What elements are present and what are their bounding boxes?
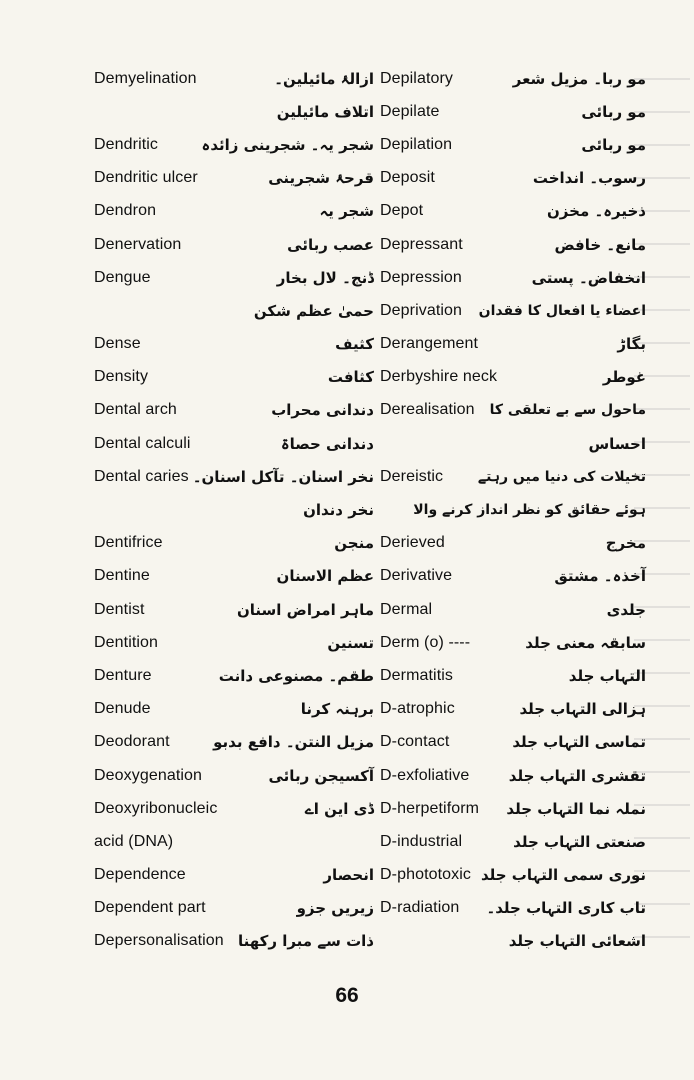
english-term: D-atrophic [380, 700, 455, 718]
urdu-translation: ذخیرہ۔ مخزن [547, 202, 646, 221]
english-term: Depersonalisation [94, 932, 224, 950]
urdu-translation: مو ربائی [581, 135, 646, 154]
english-term: Dereistic [380, 467, 444, 485]
english-term: Dependent part [94, 899, 206, 917]
list-item [94, 460, 374, 493]
english-term: Dependence [94, 866, 186, 884]
english-term: Dental arch [94, 401, 177, 419]
list-item [380, 593, 656, 626]
list-item [94, 195, 374, 228]
urdu-translation: آکسیجن ربائی [268, 766, 374, 785]
list-item [380, 825, 656, 858]
urdu-translation: ہزالی التہاب جلد [519, 700, 646, 719]
urdu-translation: انخفاض۔ پستی [531, 268, 646, 287]
urdu-translation: جلدی [606, 600, 646, 619]
urdu-translation: تسنین [327, 633, 374, 652]
urdu-translation: اتلاف مائیلین [276, 102, 374, 121]
english-term: Depilate [380, 102, 440, 120]
urdu-translation: غوطر [602, 368, 646, 387]
english-term: Derieved [380, 534, 445, 552]
list-item [380, 693, 656, 726]
english-term: Derangement [380, 335, 479, 353]
english-term: Depilatory [380, 69, 454, 87]
list-item [94, 527, 374, 560]
urdu-translation: برہنہ کرنا [300, 700, 374, 719]
english-term: Density [94, 368, 149, 386]
english-term: Dermal [380, 600, 433, 618]
english-term: Denude [94, 700, 151, 718]
urdu-translation: تاب کاری التہاب جلد۔ [486, 899, 646, 918]
english-term: Derbyshire neck [380, 368, 498, 386]
list-item [380, 394, 656, 427]
list-item [94, 361, 374, 394]
english-term: Dendritic ulcer [94, 169, 198, 187]
list-item [94, 925, 374, 958]
urdu-translation: رسوب۔ انداخت [532, 169, 646, 188]
page-number: 66 [335, 984, 359, 1007]
list-item [380, 726, 656, 759]
right-column [380, 62, 656, 958]
english-term: D-contact [380, 733, 450, 751]
list-item [94, 261, 374, 294]
list-item [380, 261, 656, 294]
english-term: Dental caries [94, 467, 189, 485]
list-item [94, 128, 374, 161]
urdu-translation: شجر یہ [319, 202, 374, 221]
english-term: Deodorant [94, 733, 170, 751]
urdu-translation: حمیٰ عظم شکن [253, 301, 374, 320]
english-term: Dentine [94, 567, 150, 585]
english-term: Dendritic [94, 135, 159, 153]
list-item [380, 328, 656, 361]
urdu-translation: زیریں جزو [296, 899, 374, 918]
list-item [94, 493, 374, 526]
urdu-translation: احساس [588, 434, 646, 453]
english-term: D-herpetiform [380, 799, 480, 817]
list-item [380, 228, 656, 261]
english-term: Deoxygenation [94, 766, 203, 784]
list-item [380, 527, 656, 560]
list-item [380, 859, 656, 892]
list-item [380, 361, 656, 394]
list-item [94, 626, 374, 659]
urdu-translation: کثافت [327, 368, 374, 387]
urdu-translation: منجن [334, 534, 374, 553]
list-item [380, 460, 656, 493]
english-term: Dendron [94, 202, 157, 220]
english-term: Derm (o) ---- [380, 633, 471, 651]
list-item [94, 892, 374, 925]
english-term: Deposit [380, 169, 435, 187]
urdu-translation: ماحول سے بے تعلقی کا [489, 402, 646, 419]
english-term: Demyelination [94, 69, 197, 87]
urdu-translation: مو ربا۔ مزیل شعر [512, 69, 646, 88]
urdu-translation: سابقہ معنی جلد [525, 633, 646, 652]
urdu-translation: ذات سے مبرا رکھنا [237, 932, 374, 951]
urdu-translation: مخرج [605, 534, 646, 553]
list-item [380, 560, 656, 593]
urdu-translation: تخیلات کی دنیا میں رہتے [477, 468, 646, 485]
list-item [380, 759, 656, 792]
urdu-translation: صنعتی التہاب جلد [513, 832, 646, 851]
urdu-translation: ڈنج۔ لال بخار [276, 268, 374, 287]
list-item [94, 394, 374, 427]
english-term: Dentition [94, 633, 159, 651]
urdu-translation: ماہر امراض اسنان [236, 600, 374, 619]
list-item [94, 162, 374, 195]
list-item [380, 128, 656, 161]
english-term: Denervation [94, 235, 182, 253]
urdu-translation: قرحۂ شجرینی [268, 169, 374, 188]
list-item [94, 294, 374, 327]
english-term: Dermatitis [380, 666, 454, 684]
list-item [94, 726, 374, 759]
english-term: Deoxyribonucleic [94, 799, 218, 817]
list-item [94, 560, 374, 593]
list-item [380, 659, 656, 692]
list-item [380, 493, 656, 526]
list-item [94, 593, 374, 626]
urdu-translation: شجر یہ۔ شجرینی زائدہ [201, 135, 374, 154]
list-item [94, 693, 374, 726]
english-term: Derivative [380, 567, 453, 585]
list-item [94, 759, 374, 792]
list-item [380, 162, 656, 195]
urdu-translation: عظم الاسنان [276, 567, 374, 586]
english-term: Depilation [380, 135, 453, 153]
english-term: acid (DNA) [94, 832, 174, 850]
list-item [380, 195, 656, 228]
english-term: D-radiation [380, 899, 460, 917]
english-term: Dentist [94, 600, 145, 618]
urdu-translation: مزیل النتن۔ دافع بدبو [213, 733, 374, 752]
urdu-translation: کثیف [335, 335, 374, 354]
left-column [94, 62, 374, 958]
urdu-translation: انحصار [323, 866, 374, 885]
urdu-translation: اشعائی التہاب جلد [508, 932, 646, 951]
english-term: D-exfoliative [380, 766, 470, 784]
english-term: D-industrial [380, 832, 463, 850]
urdu-translation: بگاڑ [617, 335, 646, 354]
list-item [94, 228, 374, 261]
urdu-translation: اعضاء یا افعال کا فقدان [478, 302, 646, 319]
list-item [380, 95, 656, 128]
urdu-translation: تماسی التہاب جلد [512, 733, 646, 752]
urdu-translation: ڈی این اے [304, 799, 374, 818]
urdu-translation: نخر اسنان۔ تآکل اسنان۔ [192, 467, 374, 486]
urdu-translation: التہاب جلد [568, 666, 646, 685]
list-item [94, 792, 374, 825]
list-item [380, 427, 656, 460]
english-term: Denture [94, 666, 152, 684]
urdu-translation: دندانی حصاۃ [280, 434, 374, 453]
list-item [94, 328, 374, 361]
english-term: Dense [94, 335, 141, 353]
urdu-translation: مانع۔ خافض [554, 235, 646, 254]
english-term: Derealisation [380, 401, 475, 419]
list-item [94, 825, 374, 858]
list-item [380, 925, 656, 958]
list-item [94, 659, 374, 692]
english-term: Depressant [380, 235, 463, 253]
list-item [94, 95, 374, 128]
urdu-translation: تقشری التہاب جلد [508, 766, 646, 785]
list-item [380, 792, 656, 825]
urdu-translation: نخر دندان [303, 501, 374, 520]
urdu-translation: آخذہ۔ مشتق [554, 567, 646, 586]
urdu-translation: ہوئے حقائق کو نظر انداز کرنے والا [413, 502, 646, 519]
list-item [380, 892, 656, 925]
english-term: D-phototoxic [380, 866, 472, 884]
list-item [380, 626, 656, 659]
list-item [94, 427, 374, 460]
urdu-translation: ازالۂ مائیلین۔ [274, 69, 374, 88]
english-term: Dengue [94, 268, 151, 286]
urdu-translation: طقم۔ مصنوعی دانت [218, 666, 374, 685]
list-item [94, 859, 374, 892]
list-item [380, 294, 656, 327]
list-item [94, 62, 374, 95]
urdu-translation: دندانی محراب [271, 401, 374, 420]
english-term: Deprivation [380, 301, 463, 319]
english-term: Depot [380, 202, 424, 220]
english-term: Depression [380, 268, 462, 286]
list-item [380, 62, 656, 95]
urdu-translation: عصب ربائی [287, 235, 374, 254]
urdu-translation: نملہ نما التہاب جلد [506, 799, 646, 818]
english-term: Dentifrice [94, 534, 163, 552]
urdu-translation: نوری سمی التہاب جلد [480, 866, 646, 885]
english-term: Dental calculi [94, 434, 191, 452]
urdu-translation: مو ربائی [581, 102, 646, 121]
